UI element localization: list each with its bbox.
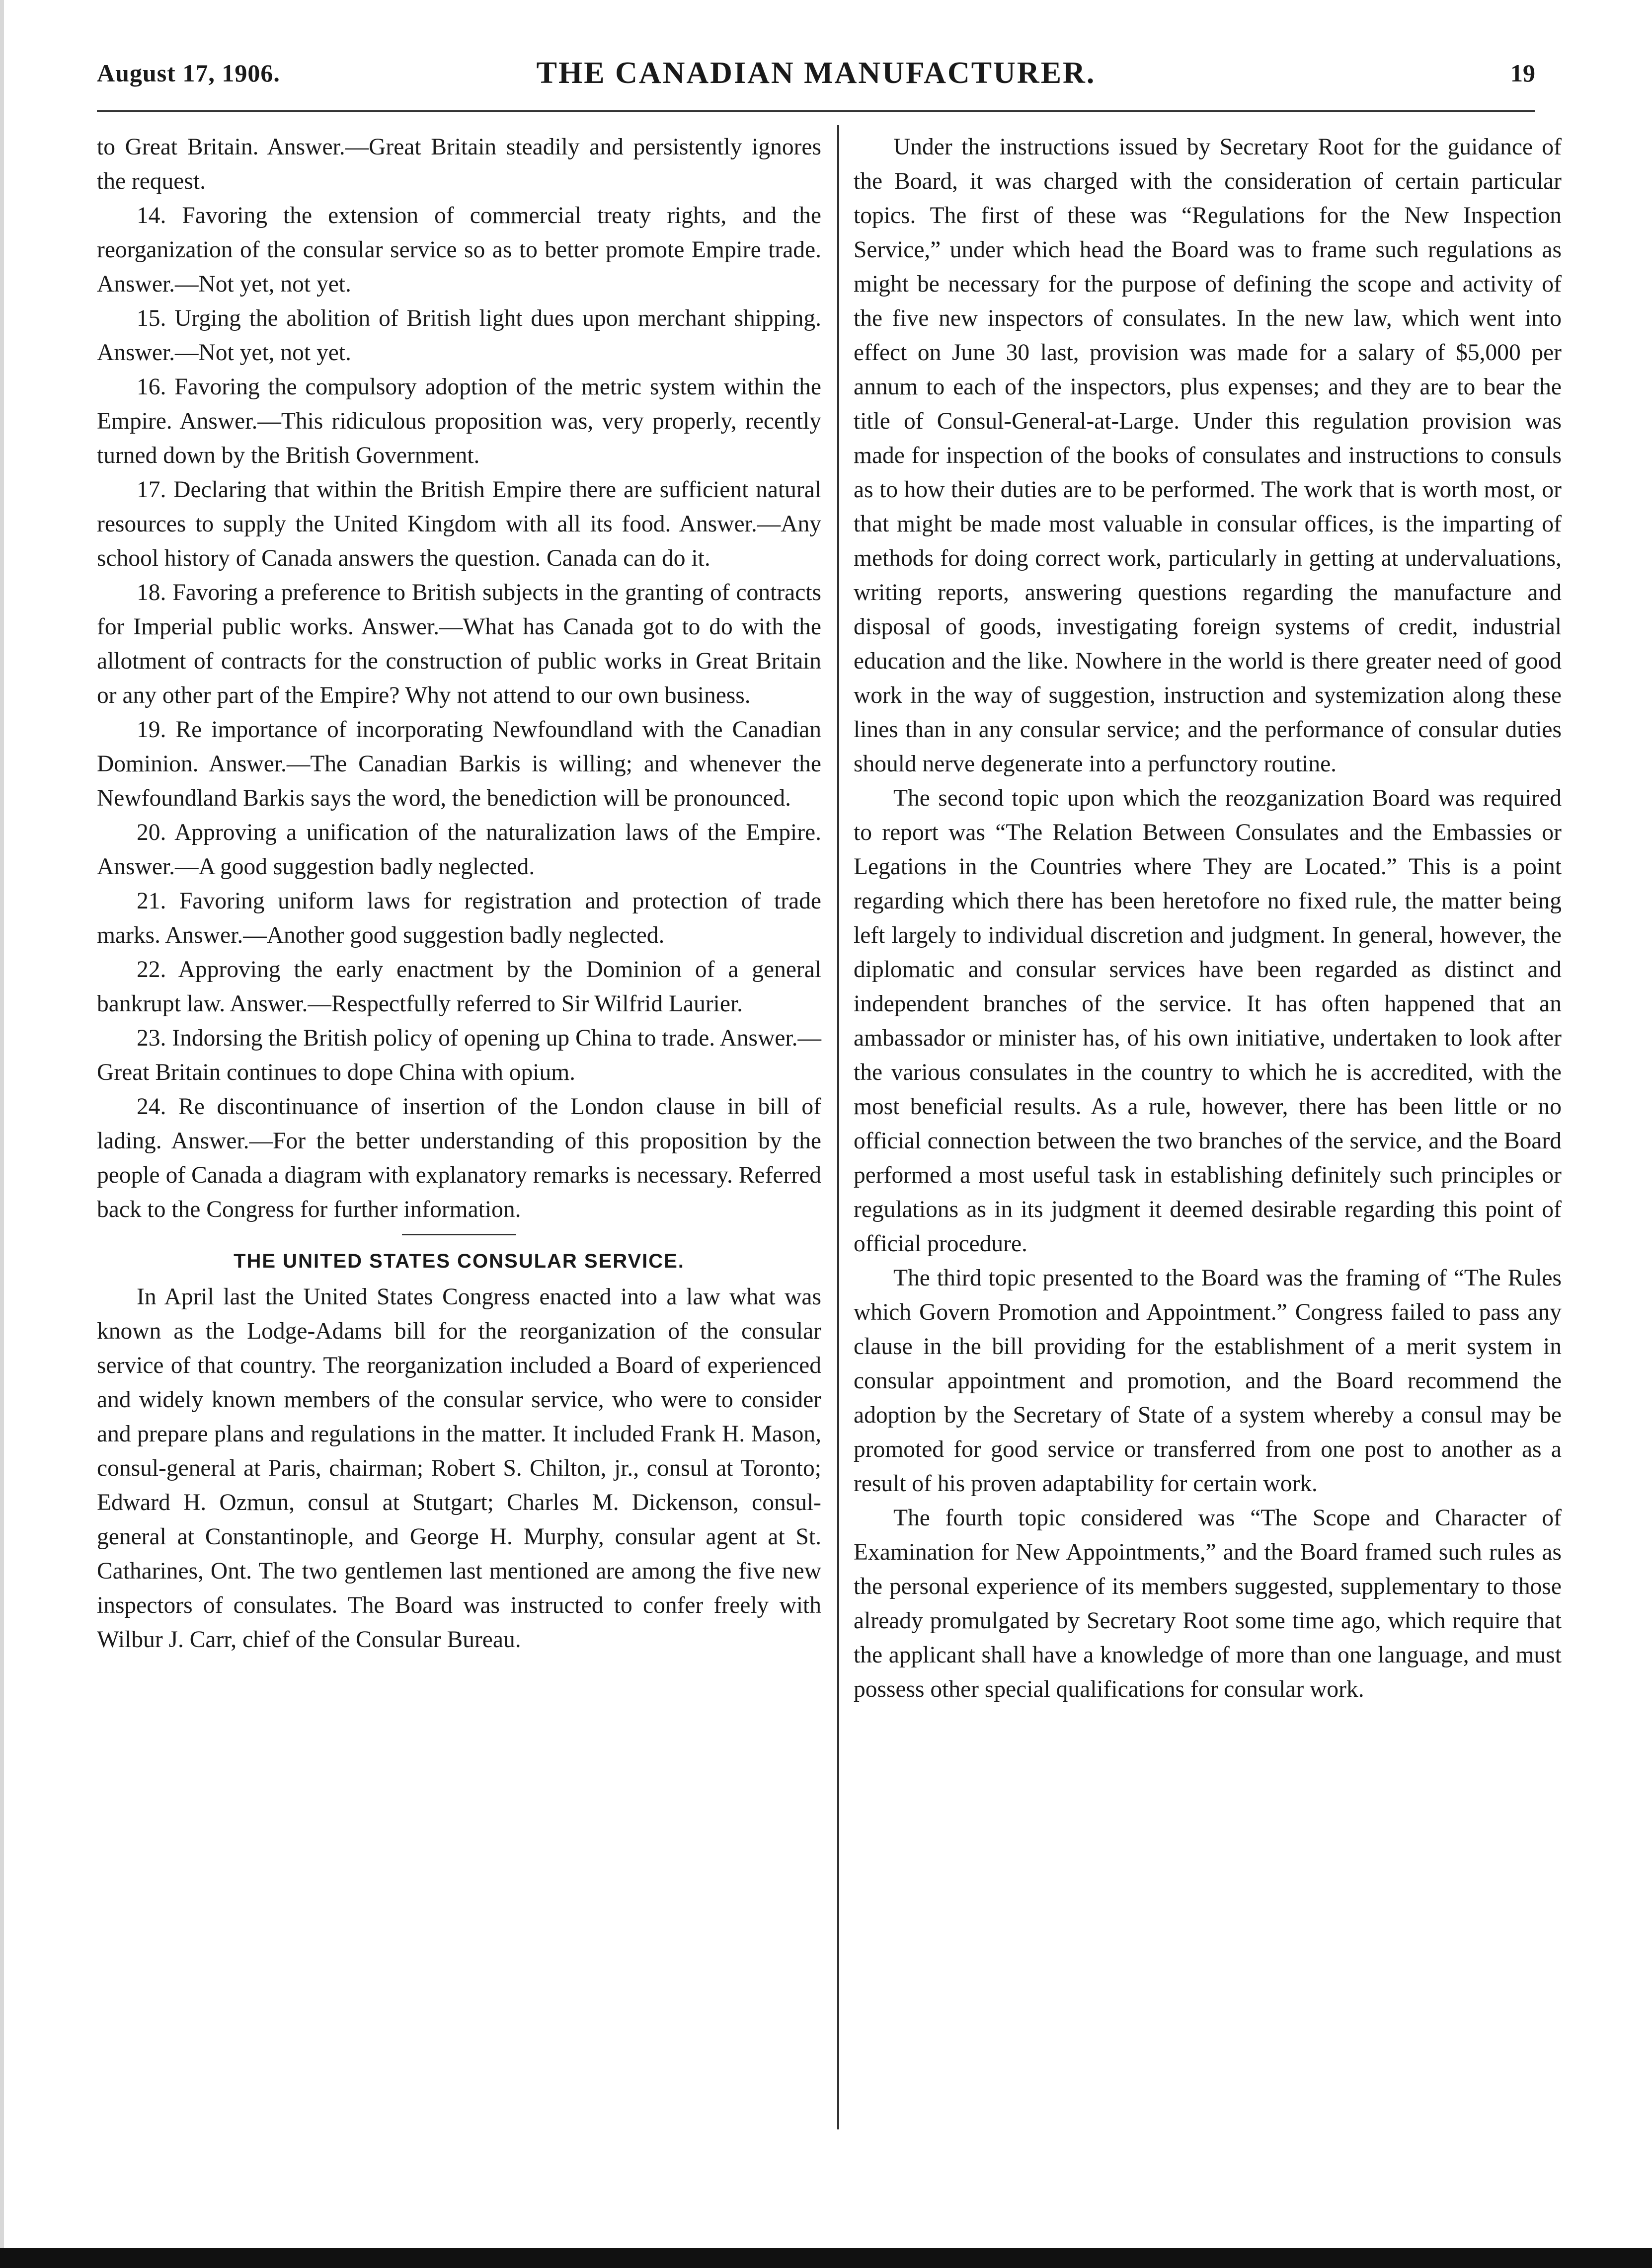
paragraph: 24. Re discontinuance of insertion of the London clause in bill of lading. Answer.—For the better understanding of this proposition by the people of Canada a diagram with explanatory remarks is necessary. Referred back to the Congress for further information. xyxy=(97,1094,821,1222)
paragraph: Under the instructions issued by Secretary Root for the guidance of the Board, it was charged with the consideration of certain particular topics. The first of these was “Regulations for the New Inspection Service,” under which head the Board was to frame such regulations as might be necessary for the purpose of defining the scope and activity of the five new inspectors of consulates. In the new law, which went into effect on June 30 last, provision was made for a salary of $5,000 per annum to each of the inspectors, plus expenses; and they are to bear the title of Consul-General-at-Large. Under this regulation provision was made for inspection of the books of consulates and instructions to consuls as to how their duties are to be performed. The work that is worth most, or that might be made most valuable in consular offices, is the imparting of methods for doing correct work, particularly in getting at undervaluations, writing reports, answering questions regarding the manufacture and disposal of goods, investigating foreign systems of credit, industrial education and the like. Nowhere in the world is there greater need of good work in the way of suggestion, instruction and systemization along these lines than in any consular service; and the performance of consular duties should nerve degenerate into a perfunctory routine. xyxy=(854,134,1562,777)
paragraph: The fourth topic considered was “The Scope and Character of Examination for New Appointments,” and the Board framed such rules as the personal experience of its members suggested, supplementary to those already promulgated by Secretary Root some time ago, which require that the applicant shall have a knowledge of more than one language, and must possess other special qualifications for consular work. xyxy=(854,1505,1562,1702)
page-number: 19 xyxy=(1510,59,1535,87)
paragraph: to Great Britain. Answer.—Great Britain steadily and persistently ignores the request. xyxy=(97,134,821,194)
paragraph: In April last the United States Congress enacted into a law what was known as the Lodge-Adams bill for the reorganization of the consular service of that country. The reorganization included a Board of experienced and widely known members of the consular service, who were to consider and prepare plans and regulations in the matter. It included Frank H. Mason, consul-general at Paris, chairman; Robert S. Chilton, jr., consul at Toronto; Edward H. Ozmun, consul at Stutgart; Charles M. Dickenson, consul-general at Constantinople, and George H. Murphy, consular agent at St. Catharines, Ont. The two gentlemen last mentioned are among the five new inspectors of consulates. The Board was instructed to confer freely with Wilbur J. Carr, chief of the Consular Bureau. xyxy=(97,1284,821,1653)
paragraph: The second topic upon which the reozganization Board was required to report was “The Relation Between Consulates and the Embassies or Legations in the Countries where They are Located.” This is a point regarding which there has been heretofore no fixed rule, the matter being left largely to individual discretion and judgment. In general, however, the diplomatic and consular services have been regarded as distinct and independent branches of the service. It has often happened that an ambassador or minister has, of his own initiative, undertaken to look after the various consulates in the country to which he is accredited, with the most beneficial results. As a rule, however, there has been little or no official connection between the two branches of the service, and the Board performed a most useful task in establishing definitely such principles or regulations as in its judgment it deemed desirable regarding this point of official procedure. xyxy=(854,785,1562,1257)
section-divider xyxy=(402,1234,516,1235)
page-header xyxy=(97,56,1535,103)
paragraph: 17. Declaring that within the British Empire there are sufficient natural resources to supply the United Kingdom with all its food. Answer.—Any school history of Canada answers the question. Canada can do it. xyxy=(97,477,821,571)
right-column xyxy=(854,130,1562,1707)
header-rule xyxy=(97,110,1535,112)
paragraph: The third topic presented to the Board was the framing of “The Rules which Govern Promotion and Appointment.” Congress failed to pass any clause in the bill providing for the establishment of a merit system in consular appointment and promotion, and the Board recommend the adoption by the Secretary of State of a system whereby a consul may be promoted for good service or transferred from one post to another as a result of his proven adaptability for certain work. xyxy=(854,1265,1562,1497)
section-heading: THE UNITED STATES CONSULAR SERVICE. xyxy=(234,1250,685,1272)
paragraph: 20. Approving a unification of the naturalization laws of the Empire. Answer.—A good suggestion badly neglected. xyxy=(97,820,821,880)
paragraph: 22. Approving the early enactment by the Dominion of a general bankrupt law. Answer.—Respectfully referred to Sir Wilfrid Laurier. xyxy=(97,957,821,1017)
paragraph: 23. Indorsing the British policy of opening up China to trade. Answer.—Great Britain continues to dope China with opium. xyxy=(97,1025,821,1085)
page-bottom-edge xyxy=(0,2248,1652,2268)
paragraph: 18. Favoring a preference to British subjects in the granting of contracts for Imperial public works. Answer.—What has Canada got to do with the allotment of contracts for the construction of public works in Great Britain or any other part of the Empire? Why not attend to our own business. xyxy=(97,580,821,708)
paragraph: 14. Favoring the extension of commercial treaty rights, and the reorganization of the consular service so as to better promote Empire trade. Answer.—Not yet, not yet. xyxy=(97,203,821,297)
issue-date: August 17, 1906. xyxy=(97,59,280,87)
column-divider xyxy=(837,125,839,2129)
paragraph: 16. Favoring the compulsory adoption of the metric system within the Empire. Answer.—This ridiculous proposition was, very properly, recently turned down by the British Government. xyxy=(97,374,821,468)
paragraph: 21. Favoring uniform laws for registration and protection of trade marks. Answer.—Another good suggestion badly neglected. xyxy=(97,888,821,948)
publication-title: THE CANADIAN MANUFACTURER. xyxy=(536,56,1096,90)
left-column xyxy=(97,130,821,1657)
paragraph: 19. Re importance of incorporating Newfoundland with the Canadian Dominion. Answer.—The Canadian Barkis is willing; and whenever the Newfoundland Barkis says the word, the benediction will be pronounced. xyxy=(97,717,821,811)
paragraph: 15. Urging the abolition of British light dues upon merchant shipping. Answer.—Not yet, not yet. xyxy=(97,305,821,366)
page-left-edge xyxy=(0,0,4,2268)
